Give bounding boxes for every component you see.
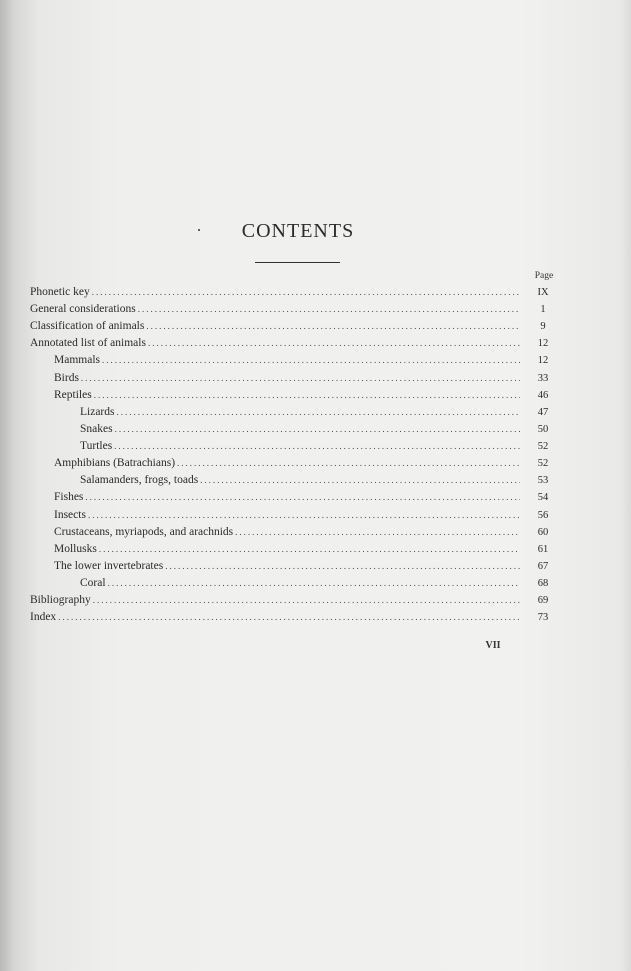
toc-entry-page: 12	[537, 355, 549, 366]
toc-entry-page: 52	[537, 441, 549, 452]
toc-entry-label: Annotated list of animals	[30, 337, 146, 349]
toc-entry	[54, 352, 556, 368]
toc-entry	[54, 558, 556, 574]
dot-leader	[102, 352, 520, 368]
toc-entry	[30, 335, 556, 351]
dot-leader	[88, 507, 520, 523]
toc-entry-label: Lizards	[80, 406, 115, 418]
dot-leader	[165, 558, 520, 574]
toc-entry	[80, 421, 556, 437]
toc-entry-page: 47	[537, 407, 549, 418]
toc-entry-page: 9	[540, 321, 546, 332]
dot-leader	[114, 438, 520, 454]
toc-entry	[54, 524, 556, 540]
toc-entry	[30, 284, 556, 300]
toc-entry-page: 73	[537, 612, 549, 623]
toc-entry	[30, 318, 556, 334]
toc-entry-label: Mollusks	[54, 543, 97, 555]
toc-entry-label: Turtles	[80, 440, 113, 452]
toc-entry-page: IX	[537, 287, 549, 298]
dot-leader	[94, 387, 520, 403]
page-folio: VII	[485, 640, 501, 651]
toc-entry	[30, 609, 556, 625]
toc-entry-page: 12	[537, 338, 549, 349]
toc-entry-label: Reptiles	[54, 389, 92, 401]
toc-entry	[54, 541, 556, 557]
toc-entry-label: Birds	[54, 372, 79, 384]
dot-leader	[81, 370, 520, 386]
toc-entry	[54, 507, 556, 523]
dot-leader	[116, 404, 520, 420]
toc-entry	[80, 472, 556, 488]
dot-leader	[235, 524, 520, 540]
toc-entry	[30, 592, 556, 608]
toc-entry-page: 68	[537, 578, 549, 589]
toc-entry-label: Index	[30, 611, 57, 623]
toc-entry	[80, 575, 556, 591]
toc-entry	[54, 387, 556, 403]
dot-leader	[93, 592, 520, 608]
dot-leader	[138, 301, 520, 317]
toc-entry	[54, 370, 556, 386]
toc-entry	[80, 438, 556, 454]
toc-entry-label: Insects	[54, 509, 86, 521]
toc-entry	[54, 455, 556, 471]
dot-leader	[92, 284, 520, 300]
toc-entry-page: 46	[537, 390, 549, 401]
toc-entry-label: General considerations	[30, 303, 136, 315]
toc-entry-label: Snakes	[80, 423, 113, 435]
toc-entry-page: 53	[537, 475, 549, 486]
toc-entry-label: Mammals	[54, 354, 100, 366]
toc-entry	[54, 489, 556, 505]
toc-entry-label: Phonetic key	[30, 286, 90, 298]
toc-entry-page: 1	[540, 304, 546, 315]
dot-leader	[148, 335, 520, 351]
title-rule	[255, 262, 340, 263]
toc-entry-label: The lower invertebrates	[54, 560, 164, 572]
toc-entry-label: Coral	[80, 577, 106, 589]
toc-entry-page: 52	[537, 458, 549, 469]
dot-leader	[85, 489, 520, 505]
toc-entry-label: Crustaceans, myriapods, and arachnids	[54, 526, 234, 538]
dot-leader	[146, 318, 520, 334]
dot-leader	[58, 609, 520, 625]
dot-leader	[99, 541, 520, 557]
dot-leader	[108, 575, 520, 591]
toc-entry	[30, 301, 556, 317]
dot-leader	[177, 455, 520, 471]
toc-entry-page: 69	[537, 595, 549, 606]
page-column-header: Page	[534, 271, 554, 281]
page-title: CONTENTS	[241, 220, 355, 242]
toc-entry-label: Fishes	[54, 491, 84, 503]
toc-entry-page: 61	[537, 544, 549, 555]
toc-entry-page: 56	[537, 510, 549, 521]
toc-entry-page: 54	[537, 492, 549, 503]
toc-entry-page: 60	[537, 527, 549, 538]
toc-entry-label: Bibliography	[30, 594, 91, 606]
toc-entry-page: 50	[537, 424, 549, 435]
toc-entry	[80, 404, 556, 420]
dot-leader	[200, 472, 520, 488]
toc-entry-label: Amphibians (Batrachians)	[54, 457, 176, 469]
toc-entry-label: Classification of animals	[30, 320, 145, 332]
toc-entry-label: Salamanders, frogs, toads	[80, 474, 199, 486]
toc-entry-page: 33	[537, 373, 549, 384]
toc-entry-page: 67	[537, 561, 549, 572]
dot-leader	[115, 421, 520, 437]
